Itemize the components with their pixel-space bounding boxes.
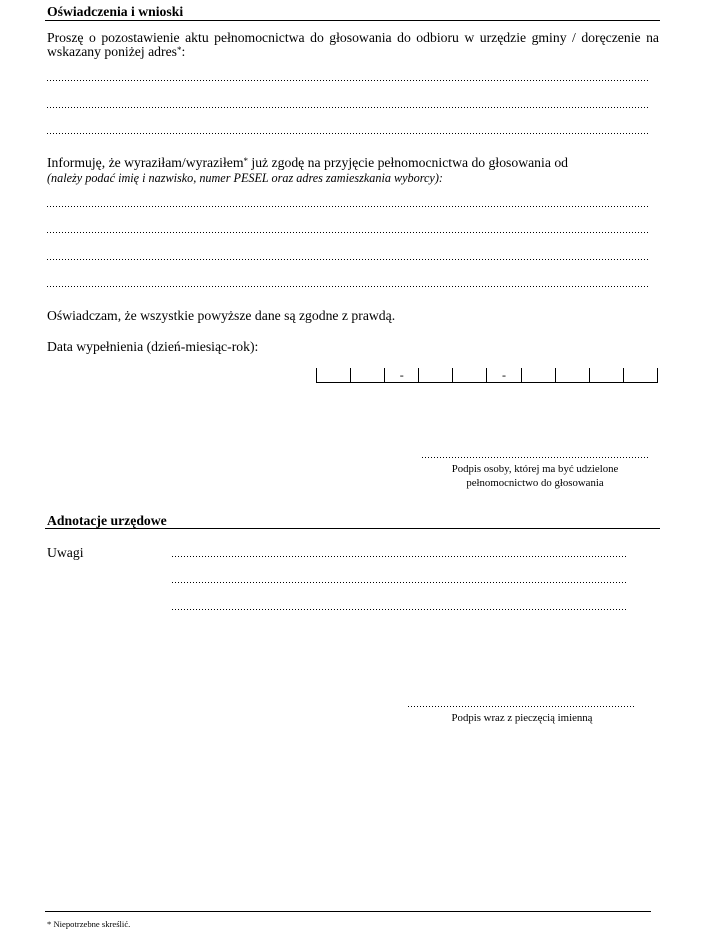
voter-field-line-3[interactable] (47, 259, 650, 260)
date-day-digit-2[interactable] (350, 368, 384, 382)
address-field-line-1[interactable] (47, 80, 650, 81)
proxy-signature-line[interactable] (422, 457, 648, 458)
footnote-mark: * (176, 45, 182, 55)
remarks-label: Uwagi (47, 545, 84, 560)
request-text-end: wskazany poniżej adres (47, 44, 177, 59)
remarks-field-line-1[interactable] (172, 556, 627, 557)
footnote-mark: * (243, 156, 248, 166)
consent-text-start: Informuję, że wyraziłam/wyraziłem (47, 155, 244, 170)
date-year-digit-1[interactable] (521, 368, 555, 382)
request-text-line-1: Proszę o pozostawienie aktu pełnomocnictwa do głosowania do odbioru w urzędzie gminy / doręczenie na (47, 30, 659, 45)
date-field[interactable] (316, 368, 658, 383)
section-heading-official-notes: Adnotacje urzędowe (47, 513, 167, 528)
date-year-digit-4[interactable] (623, 368, 658, 382)
consent-text-rest: już zgodę na przyjęcie pełnomocnictwa do głosowania od (247, 155, 569, 170)
consent-hint: (należy podać imię i nazwisko, numer PESEL oraz adres zamieszkania wyborcy): (47, 171, 443, 185)
date-label: Data wypełnienia (dzień-miesiąc-rok): (47, 339, 259, 354)
address-field-line-3[interactable] (47, 133, 650, 134)
request-text-line-2 (47, 44, 185, 60)
date-separator-cell (486, 368, 520, 382)
voter-field-line-4[interactable] (47, 286, 650, 287)
address-field-line-2[interactable] (47, 107, 650, 108)
date-month-digit-1[interactable] (418, 368, 452, 382)
date-year-digit-3[interactable] (589, 368, 623, 382)
date-year-digit-2[interactable] (555, 368, 589, 382)
section-divider (45, 20, 660, 21)
official-signature-line[interactable] (408, 706, 635, 707)
remarks-field-line-3[interactable] (172, 609, 627, 610)
remarks-field-line-2[interactable] (172, 582, 627, 583)
proxy-signature-caption-2: pełnomocnictwo do głosowania (466, 477, 604, 489)
proxy-signature-caption-1: Podpis osoby, której ma być udzielone (451, 463, 619, 475)
official-signature-caption: Podpis wraz z pieczęcią imienną (451, 712, 593, 724)
date-separator: - (399, 368, 404, 382)
date-separator: - (502, 368, 507, 382)
footnote-text: * Niepotrzebne skreślić. (47, 919, 131, 929)
date-month-digit-2[interactable] (452, 368, 486, 382)
section-divider (45, 528, 660, 529)
voter-field-line-2[interactable] (47, 232, 650, 233)
date-separator-cell (384, 368, 418, 382)
declaration-text: Oświadczam, że wszystkie powyższe dane są zgodne z prawdą. (47, 308, 396, 323)
date-day-digit-1[interactable] (316, 368, 350, 382)
section-heading-statements: Oświadczenia i wnioski (47, 4, 184, 19)
consent-text (47, 155, 568, 171)
footnote-divider (45, 911, 651, 912)
request-colon: : (181, 44, 186, 59)
voter-field-line-1[interactable] (47, 206, 650, 207)
